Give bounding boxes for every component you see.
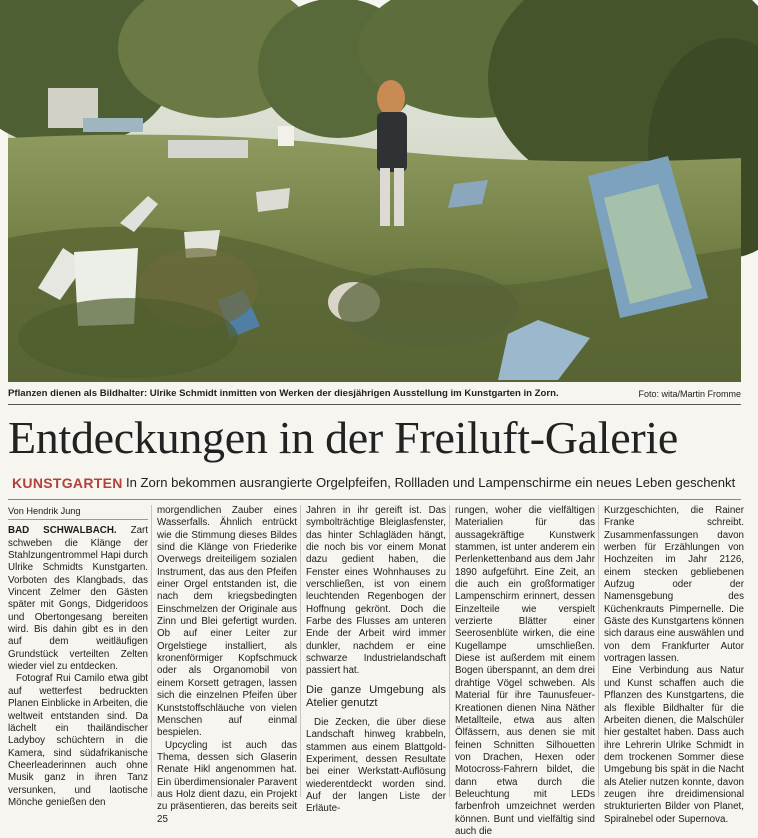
article-column-1 <box>8 505 148 808</box>
divider <box>8 499 741 500</box>
photo-credit: Foto: wita/Martin Fromme <box>638 389 741 399</box>
article-column-2 <box>157 505 297 825</box>
paragraph: Eine Verbindung aus Natur und Kunst schaffen auch die Pflanzen des Kunstgartens, die als flexible Bildhalter für die Arbeiten dienen, die Malschüler hier gestaltet haben. Dass auch ihre Lehrerin Ulrike Schmidt in dem trockenen Sommer diese Umgebung bis spät in die Nacht als Atelier nutzen konnte, davon zeugen ihre dreidimensional strukturierten Bilder von Planet, Spiralnebel oder Supernova. <box>604 665 744 825</box>
article-photo <box>8 8 741 382</box>
garden-exhibition-photo <box>8 8 741 382</box>
paragraph-text: Zart schweben die Klänge der Stahlzungentrommel Hapi durch Ulrike Schmidts Kunstgarten. Vorboten des Klangbads, das Vincent Zelmer den Gästen später mit Gongs, Didgeridoos und Obertongesang bereiten wird. Bis dahin gibt es in den auf dem weitläufigen Grundstück verteilten Zelten wieder viel zu entdecken. <box>8 525 148 673</box>
paragraph: morgendlichen Zauber eines Wasserfalls. Ähnlich entrückt wie die Stimmung dieses Bildes sind die Klänge von Friederike Overwegs dreiteiligem sozialen Instrument, das aus den Pfeifen einer Orgel entstanden ist, die nach dem kriegsbedingten Einschmelzen der Originale aus Zinn und Blei gefertigt wurden. Ob auf einer Leiter zur Orgelstiege installiert, als kronenförmiger Kopfschmuck oder als Organomobil von einem Korsett getragen, lassen sich die einzelnen Pfeifen über Kunststoffschläuche von vielen Menschen auf einmal bespielen. <box>157 505 297 739</box>
column-divider <box>449 505 450 797</box>
paragraph: Die Zecken, die über diese Landschaft hinweg krabbeln, stammen aus einem Blattgold-Experiment, dessen Resultate bei einer Werkstatt-Auflösung wiederentdeckt worden sind. Auf der langen Liste der Erläute- <box>306 716 446 815</box>
paragraph: Kurzgeschichten, die Rainer Franke schreibt. Zusammenfassungen davon werben für Erzählungen von Hochzeiten im Jahr 2126, einem stecken gebliebenen Aufzug oder der Namensgebung des Küchenkrauts Pimpernelle. Die Gäste des Kunstgartens können sich daraus eine auswählen und von dem Frankfurter Autor vortragen lassen. <box>604 505 744 665</box>
paragraph: Fotograf Rui Camilo etwa gibt auf wetterfest bedruckten Planen Einblicke in Arbeiten, die weltweit entstanden sind. Da lächelt ein thailändischer Ladyboy schüchtern in die Kamera, sind südafrikanische Cheerleaderinnen auch ohne Musik ganz in ihren Tanz versunken, und laotische Mönche genießen den <box>8 673 148 808</box>
divider <box>8 404 741 405</box>
paragraph: rungen, woher die vielfältigen Materialien für das aussagekräftige Kunstwerk stammen, ist unter anderem ein Perlenkettenband aus dem Jahr 1890 aufgeführt. Eine Zeit, an die auch ein großformatiger Lampenschirm erinnert, dessen Einzelteile wie verspielt verzierte Blätter einer Seerosenblüte wirken, die eine Kugellampe umschließen. Diese ist außerdem mit einem Bogen überspannt, an dem drei drahtige Vögel schweben. Als Material für ihre Taunusfeuer-Kreationen dienen Nina Näther Metallteile, etwa aus alten Ölfässern, aus denen sie mit feinen Schnitten Silhouetten von Drachen, Hexen oder Motocross-Fahrern bildet, die dann etwa durch die Beleuchtung mit LEDs farbenfroh umzeichnet werden können. Bunt und vielfältig sind auch die <box>455 505 595 837</box>
kicker: KUNSTGARTEN <box>12 475 123 491</box>
paragraph: Jahren in ihr gereift ist. Das symbolträchtige Bleiglasfenster, das hinter Schlagläden hängt, die noch bis vor einem Monat dazu gedient haben, die Fenster eines Wohnhauses zu verschließen, ist von einem leuchtenden Regenbogen der Hoffnung gekrönt. Doch die Farbe des Flusses am unteren Ende der Arbeit wird immer dunkler, nachdem er eine schwarze Industrielandschaft passiert hat. <box>306 505 446 677</box>
headline: Entdeckungen in der Freiluft-Galerie <box>8 412 678 463</box>
subheadline: In Zorn bekommen ausrangierte Orgelpfeifen, Rollladen und Lampenschirme ein neues Leben geschenkt <box>126 475 736 490</box>
column-divider <box>151 505 152 797</box>
article-column-5 <box>604 505 744 825</box>
article-column-4 <box>455 505 595 837</box>
column-divider <box>598 505 599 797</box>
caption-text: Pflanzen dienen als Bildhalter: Ulrike Schmidt inmitten von Werken der diesjährigen Ausstellung im Kunstgarten in Zorn. <box>8 388 559 399</box>
dateline: BAD SCHWALBACH. <box>8 525 117 537</box>
intertitle: Die ganze Umgebung als Atelier genutzt <box>306 683 446 710</box>
column-divider <box>300 505 301 797</box>
photo-caption <box>8 386 741 402</box>
byline: Von Hendrik Jung <box>8 505 148 520</box>
article-column-3 <box>306 505 446 815</box>
paragraph: Upcycling ist auch das Thema, dessen sich Glaserin Renate Hikl angenommen hat. Ein überdimensionaler Paravent aus Holz dient dazu, ein Projekt zu präsentieren, das bereits seit 25 <box>157 739 297 825</box>
paragraph <box>8 525 148 673</box>
